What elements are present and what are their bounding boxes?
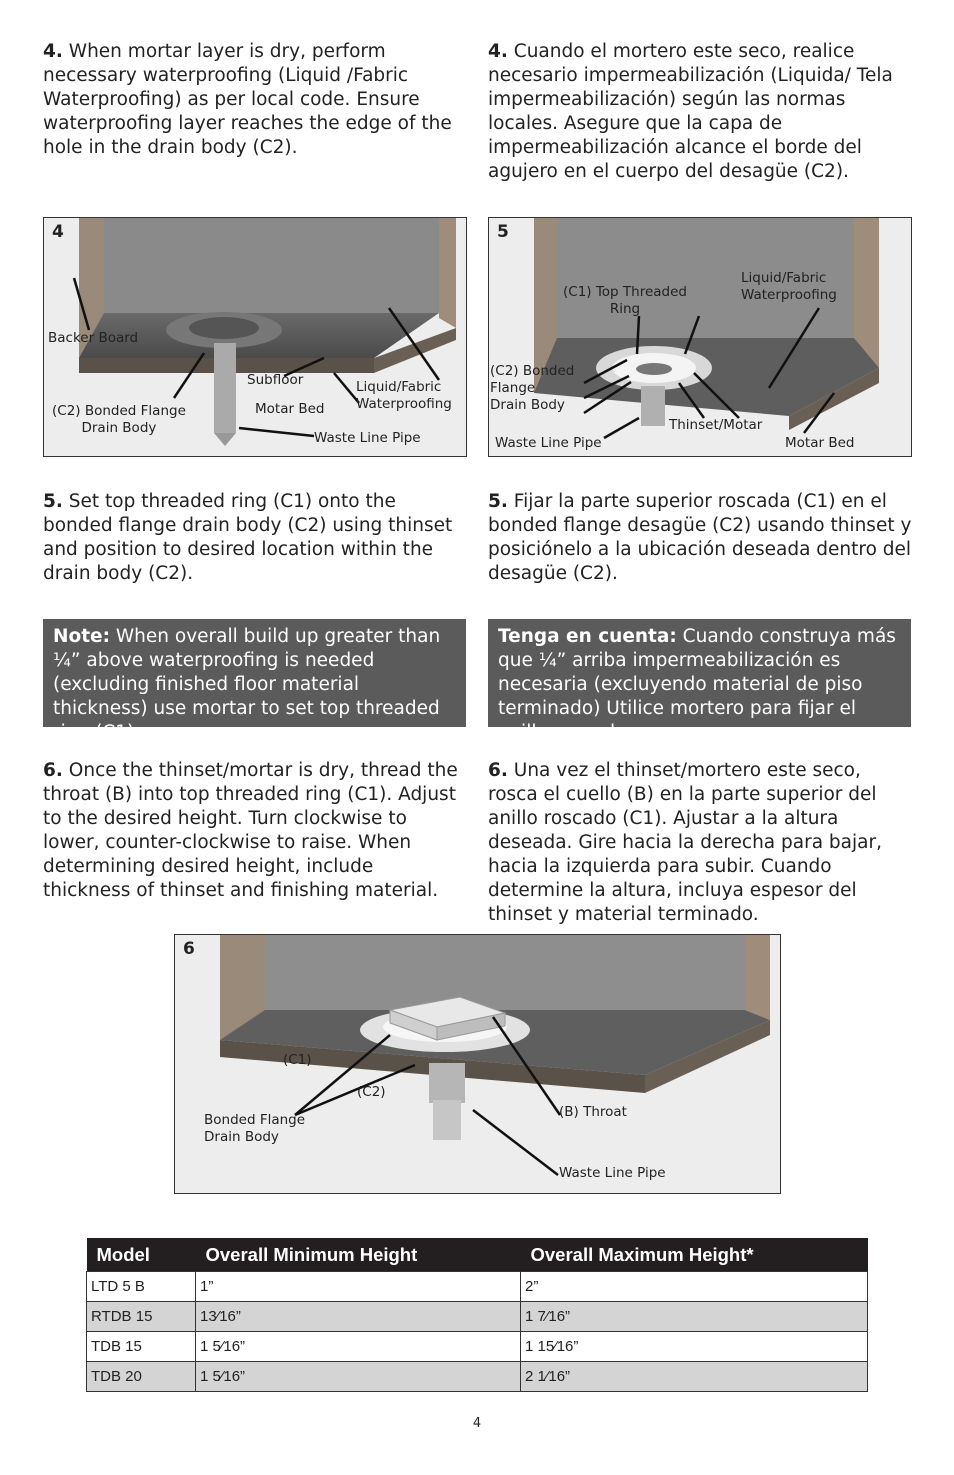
cell-min: 1” — [196, 1272, 521, 1302]
step5-text-en — [43, 490, 465, 586]
label-bonded-flange: (C2) Bonded Flange Drain Body — [490, 363, 575, 413]
step-body: When mortar layer is dry, perform necessary waterproofing (Liquid /Fabric Waterproofing) as per local code. Ensure waterproofing layer reaches the edge of the hole in the drain body (C2). — [43, 41, 452, 158]
note-body: When overall build up greater than ¼” above waterproofing is needed (excluding finished floor material thickness) use mortar to set top threaded ring (C1). — [53, 626, 441, 743]
step-number: 6. — [43, 760, 63, 781]
cell-max: 2” — [521, 1272, 868, 1302]
table-row — [87, 1302, 868, 1332]
header-model: Model — [87, 1238, 196, 1272]
step-number: 4. — [488, 41, 508, 62]
table-row — [87, 1362, 868, 1392]
cell-model: TDB 20 — [87, 1362, 196, 1392]
figure-6 — [174, 934, 781, 1194]
label-waste-line: Waste Line Pipe — [559, 1165, 666, 1181]
cell-min: 13⁄16” — [196, 1302, 521, 1332]
height-spec-table — [86, 1238, 868, 1392]
note-box-en — [43, 619, 466, 743]
step-number: 4. — [43, 41, 63, 62]
label-liquid-fabric: Liquid/Fabric Waterproofing — [356, 379, 452, 412]
step-number: 5. — [488, 491, 508, 512]
figure-4 — [43, 217, 467, 457]
label-bonded-flange: (C2) Bonded Flange Drain Body — [52, 403, 186, 436]
figure-number: 5 — [497, 222, 509, 242]
label-bonded-flange: Bonded Flange Drain Body — [204, 1112, 306, 1145]
figure-number: 6 — [183, 939, 195, 959]
step-body: Cuando el mortero este seco, realice necesario impermeabilización (Liquida/ Tela impermeabilización) según las normas locales. Asegure que la capa de impermeabilización alcance el borde del agujero en el cuerpo del desagüe (C2). — [488, 41, 893, 182]
label-motar-bed: Motar Bed — [785, 435, 855, 451]
step-body: Fijar la parte superior roscada (C1) en el bonded flange desagüe (C2) usando thinset y posiciónelo a la ubicación deseada dentro del desagüe (C2). — [488, 491, 912, 584]
label-waste-line: Waste Line Pipe — [495, 435, 602, 451]
note-label: Tenga en cuenta: — [498, 626, 677, 647]
cell-max: 1 15⁄16” — [521, 1332, 868, 1362]
label-c1: (C1) — [283, 1052, 312, 1068]
label-top-threaded-ring: (C1) Top Threaded Ring — [563, 284, 687, 317]
label-motar-bed: Motar Bed — [255, 401, 325, 417]
step-body: Set top threaded ring (C1) onto the bonded flange drain body (C2) using thinset and position to desired location within the drain body (C2). — [43, 491, 453, 584]
cell-min: 1 5⁄16” — [196, 1332, 521, 1362]
table-row — [87, 1332, 868, 1362]
cell-max: 2 1⁄16” — [521, 1362, 868, 1392]
figure-6-illustration — [175, 935, 780, 1193]
label-subfloor: Subfloor — [247, 372, 304, 388]
note-box-es — [488, 619, 911, 743]
header-max-height: Overall Maximum Height* — [521, 1238, 868, 1272]
step-body: Once the thinset/mortar is dry, thread the throat (B) into top threaded ring (C1). Adjust to the desired height. Turn clockwise to lower, counter-clockwise to raise. When determining desired height, include thickness of thinset and finishing material. — [43, 760, 458, 901]
label-throat: (B) Throat — [559, 1104, 627, 1120]
step4-text-en — [43, 40, 465, 160]
note-label: Note: — [53, 626, 110, 647]
figure-number: 4 — [52, 222, 64, 242]
label-thinset-motar: Thinset/Motar — [669, 417, 763, 433]
table-row — [87, 1272, 868, 1302]
label-backer-board: Backer Board — [48, 330, 139, 346]
step5-text-es — [488, 490, 912, 586]
cell-model: TDB 15 — [87, 1332, 196, 1362]
figure-5 — [488, 217, 912, 457]
cell-model: RTDB 15 — [87, 1302, 196, 1332]
step-body: Una vez el thinset/mortero este seco, rosca el cuello (B) en la parte superior del anillo roscado (C1). Ajustar a la altura deseada. Gire hacia la derecha para bajar, hacia la izquierda para subir. Cuando determine la altura, incluya espesor del thinset y material terminado. — [488, 760, 882, 925]
header-min-height: Overall Minimum Height — [196, 1238, 521, 1272]
label-liquid-fabric: Liquid/Fabric Waterproofing — [741, 270, 837, 303]
cell-model: LTD 5 B — [87, 1272, 196, 1302]
note-body: Cuando construya más que ¼” arriba impermeabilización es necesaria (excluyendo material de piso terminado) Utilice mortero para fijar el anillo roscado. — [498, 626, 896, 743]
cell-max: 1 7⁄16” — [521, 1302, 868, 1332]
label-c2: (C2) — [357, 1084, 386, 1100]
label-waste-line: Waste Line Pipe — [314, 430, 421, 446]
page-number: 4 — [472, 1416, 482, 1431]
step4-text-es — [488, 40, 912, 184]
step6-text-en — [43, 759, 465, 903]
cell-min: 1 5⁄16” — [196, 1362, 521, 1392]
table-header-row — [87, 1238, 868, 1272]
step6-text-es — [488, 759, 912, 927]
step-number: 6. — [488, 760, 508, 781]
step-number: 5. — [43, 491, 63, 512]
